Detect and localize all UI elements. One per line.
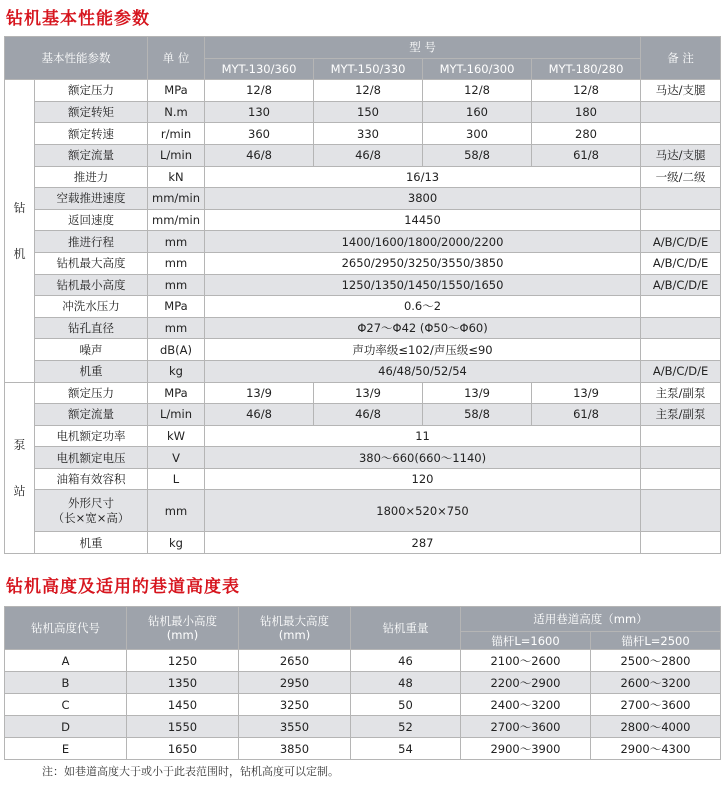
param-unit: kN	[148, 166, 205, 188]
height-cell-max: 2650	[239, 650, 351, 672]
pump-group-char-1: 泵	[13, 437, 26, 452]
height-title: 钻机高度及适用的巷道高度表	[6, 577, 240, 597]
spec-row	[5, 144, 721, 166]
header-weight: 钻机重量	[351, 607, 461, 650]
param-unit: MPa	[148, 296, 205, 318]
height-row	[5, 672, 721, 694]
param-value: 120	[205, 468, 641, 490]
height-cell-l2: 2700～3600	[591, 694, 721, 716]
height-cell-l1: 2700～3600	[461, 716, 591, 738]
param-name: 额定转矩	[35, 101, 148, 123]
param-unit: mm	[148, 231, 205, 253]
height-cell-min: 1350	[127, 672, 239, 694]
height-cell-l1: 2200～2900	[461, 672, 591, 694]
param-unit: dB(A)	[148, 339, 205, 361]
drill-group-label	[5, 80, 35, 382]
param-unit: mm	[148, 490, 205, 532]
spec-row	[5, 296, 721, 318]
param-unit: L/min	[148, 404, 205, 426]
param-remark	[641, 339, 721, 361]
param-value: 13/9	[205, 382, 314, 404]
param-value: 360	[205, 123, 314, 145]
header-remark: 备 注	[641, 37, 721, 80]
param-unit: mm/min	[148, 188, 205, 210]
header-min-unit: (mm)	[166, 628, 199, 642]
param-name-line-1: 外形尺寸	[68, 495, 114, 510]
header-lane: 适用巷道高度（mm）	[461, 607, 721, 632]
param-remark	[641, 447, 721, 469]
header-param: 基本性能参数	[5, 37, 148, 80]
header-max	[239, 607, 351, 650]
header-model: 型 号	[205, 37, 641, 59]
height-cell-code: A	[5, 650, 127, 672]
param-name-line-2: （长×宽×高）	[52, 510, 130, 525]
param-name: 推进行程	[35, 231, 148, 253]
param-value: 280	[532, 123, 641, 145]
height-cell-max: 3850	[239, 738, 351, 760]
spec-row	[5, 468, 721, 490]
param-value: Φ27～Φ42 (Φ50～Φ60)	[205, 317, 641, 339]
param-remark	[641, 532, 721, 554]
param-name: 返回速度	[35, 209, 148, 231]
param-value: 160	[423, 101, 532, 123]
spec-row	[5, 404, 721, 426]
param-value: 1400/1600/1800/2000/2200	[205, 231, 641, 253]
param-value: 380～660(660～1140)	[205, 447, 641, 469]
param-unit: L	[148, 468, 205, 490]
param-value: 12/8	[205, 80, 314, 102]
param-remark	[641, 468, 721, 490]
param-remark: 马达/支腿	[641, 144, 721, 166]
height-cell-l1: 2900～3900	[461, 738, 591, 760]
height-row	[5, 650, 721, 672]
param-unit: kg	[148, 532, 205, 554]
param-value: 61/8	[532, 144, 641, 166]
param-remark: A/B/C/D/E	[641, 274, 721, 296]
spec-row	[5, 123, 721, 145]
spec-row	[5, 231, 721, 253]
param-remark	[641, 123, 721, 145]
param-unit: r/min	[148, 123, 205, 145]
param-name: 钻机最大高度	[35, 252, 148, 274]
param-unit: mm	[148, 274, 205, 296]
param-name: 钻机最小高度	[35, 274, 148, 296]
height-cell-l2: 2900～4300	[591, 738, 721, 760]
spec-title: 钻机基本性能参数	[6, 9, 150, 29]
param-name	[35, 490, 148, 532]
param-value: 1800×520×750	[205, 490, 641, 532]
height-cell-code: C	[5, 694, 127, 716]
spec-row	[5, 274, 721, 296]
spec-row	[5, 188, 721, 210]
height-cell-l1: 2400～3200	[461, 694, 591, 716]
param-unit: V	[148, 447, 205, 469]
param-name: 钻孔直径	[35, 317, 148, 339]
param-name: 噪声	[35, 339, 148, 361]
height-cell-l1: 2100～2600	[461, 650, 591, 672]
param-value: 1250/1350/1450/1550/1650	[205, 274, 641, 296]
header-min-label: 钻机最小高度	[148, 614, 217, 628]
height-table	[4, 606, 721, 760]
header-bolt-1600: 锚杆L=1600	[461, 632, 591, 650]
param-value: 16/13	[205, 166, 641, 188]
drill-group-char-1: 钻	[13, 200, 26, 215]
height-cell-max: 3550	[239, 716, 351, 738]
param-value: 13/9	[423, 382, 532, 404]
param-name: 电机额定功率	[35, 425, 148, 447]
header-max-label: 钻机最大高度	[260, 614, 329, 628]
param-remark: 主泵/副泵	[641, 404, 721, 426]
header-min	[127, 607, 239, 650]
param-value: 46/8	[314, 144, 423, 166]
spec-row	[5, 425, 721, 447]
height-cell-min: 1550	[127, 716, 239, 738]
spec-row	[5, 80, 721, 102]
param-value: 46/8	[205, 404, 314, 426]
header-model-3: MYT-160/300	[423, 58, 532, 80]
header-model-1: MYT-130/360	[205, 58, 314, 80]
param-name: 额定压力	[35, 382, 148, 404]
param-value: 58/8	[423, 404, 532, 426]
param-remark	[641, 101, 721, 123]
param-value: 58/8	[423, 144, 532, 166]
param-name: 油箱有效容积	[35, 468, 148, 490]
param-unit: mm/min	[148, 209, 205, 231]
param-remark	[641, 296, 721, 318]
spec-row	[5, 252, 721, 274]
param-unit: MPa	[148, 80, 205, 102]
param-unit: kW	[148, 425, 205, 447]
param-name: 空载推进速度	[35, 188, 148, 210]
spec-row	[5, 209, 721, 231]
param-name: 电机额定电压	[35, 447, 148, 469]
param-value: 180	[532, 101, 641, 123]
spec-row	[5, 447, 721, 469]
spec-row	[5, 490, 721, 532]
param-name: 额定流量	[35, 404, 148, 426]
param-name: 冲洗水压力	[35, 296, 148, 318]
height-row	[5, 716, 721, 738]
param-remark: 一级/二级	[641, 166, 721, 188]
height-cell-code: E	[5, 738, 127, 760]
spec-row	[5, 317, 721, 339]
param-value: 330	[314, 123, 423, 145]
param-unit: N.m	[148, 101, 205, 123]
param-value: 2650/2950/3250/3550/3850	[205, 252, 641, 274]
param-value: 287	[205, 532, 641, 554]
height-cell-min: 1650	[127, 738, 239, 760]
param-value: 46/48/50/52/54	[205, 360, 641, 382]
param-value: 3800	[205, 188, 641, 210]
header-model-4: MYT-180/280	[532, 58, 641, 80]
param-name: 额定转速	[35, 123, 148, 145]
param-name: 推进力	[35, 166, 148, 188]
height-cell-min: 1450	[127, 694, 239, 716]
param-value: 12/8	[314, 80, 423, 102]
param-remark	[641, 317, 721, 339]
height-row	[5, 738, 721, 760]
param-value: 130	[205, 101, 314, 123]
param-value: 61/8	[532, 404, 641, 426]
param-value: 0.6～2	[205, 296, 641, 318]
param-remark: 主泵/副泵	[641, 382, 721, 404]
spec-body	[5, 80, 721, 554]
spec-row	[5, 101, 721, 123]
header-bolt-2500: 锚杆L=2500	[591, 632, 721, 650]
height-cell-l2: 2800～4000	[591, 716, 721, 738]
param-value: 11	[205, 425, 641, 447]
height-cell-max: 3250	[239, 694, 351, 716]
drill-group-char-2: 机	[13, 246, 26, 261]
param-name: 机重	[35, 360, 148, 382]
param-value: 12/8	[423, 80, 532, 102]
param-value: 13/9	[314, 382, 423, 404]
height-cell-l2: 2500～2800	[591, 650, 721, 672]
pump-group-label	[5, 382, 35, 554]
height-cell-w: 46	[351, 650, 461, 672]
spec-table	[4, 36, 721, 554]
param-remark: 马达/支腿	[641, 80, 721, 102]
height-cell-code: B	[5, 672, 127, 694]
height-row	[5, 694, 721, 716]
param-remark	[641, 490, 721, 532]
param-value: 12/8	[532, 80, 641, 102]
height-cell-w: 50	[351, 694, 461, 716]
param-value: 46/8	[314, 404, 423, 426]
param-value: 150	[314, 101, 423, 123]
header-unit: 单 位	[148, 37, 205, 80]
height-cell-max: 2950	[239, 672, 351, 694]
param-remark: A/B/C/D/E	[641, 231, 721, 253]
spec-row	[5, 339, 721, 361]
param-value: 46/8	[205, 144, 314, 166]
height-cell-min: 1250	[127, 650, 239, 672]
param-value: 13/9	[532, 382, 641, 404]
header-model-2: MYT-150/330	[314, 58, 423, 80]
header-code: 钻机高度代号	[5, 607, 127, 650]
height-cell-w: 48	[351, 672, 461, 694]
height-cell-l2: 2600～3200	[591, 672, 721, 694]
param-name: 额定流量	[35, 144, 148, 166]
param-remark: A/B/C/D/E	[641, 360, 721, 382]
height-cell-w: 54	[351, 738, 461, 760]
spec-row	[5, 360, 721, 382]
footnote: 注：如巷道高度大于或小于此表范围时，钻机高度可以定制。	[42, 765, 339, 778]
param-value: 声功率级≤102/声压级≤90	[205, 339, 641, 361]
spec-row	[5, 532, 721, 554]
param-unit: mm	[148, 252, 205, 274]
param-unit: kg	[148, 360, 205, 382]
param-remark	[641, 209, 721, 231]
spec-row	[5, 166, 721, 188]
spec-row	[5, 382, 721, 404]
param-value: 14450	[205, 209, 641, 231]
param-unit: mm	[148, 317, 205, 339]
header-max-unit: (mm)	[278, 628, 311, 642]
param-remark	[641, 425, 721, 447]
height-body	[5, 650, 721, 760]
param-value: 300	[423, 123, 532, 145]
param-name: 额定压力	[35, 80, 148, 102]
height-cell-w: 52	[351, 716, 461, 738]
param-name: 机重	[35, 532, 148, 554]
param-unit: MPa	[148, 382, 205, 404]
pump-group-char-2: 站	[13, 483, 26, 498]
param-remark: A/B/C/D/E	[641, 252, 721, 274]
height-cell-code: D	[5, 716, 127, 738]
param-remark	[641, 188, 721, 210]
param-unit: L/min	[148, 144, 205, 166]
